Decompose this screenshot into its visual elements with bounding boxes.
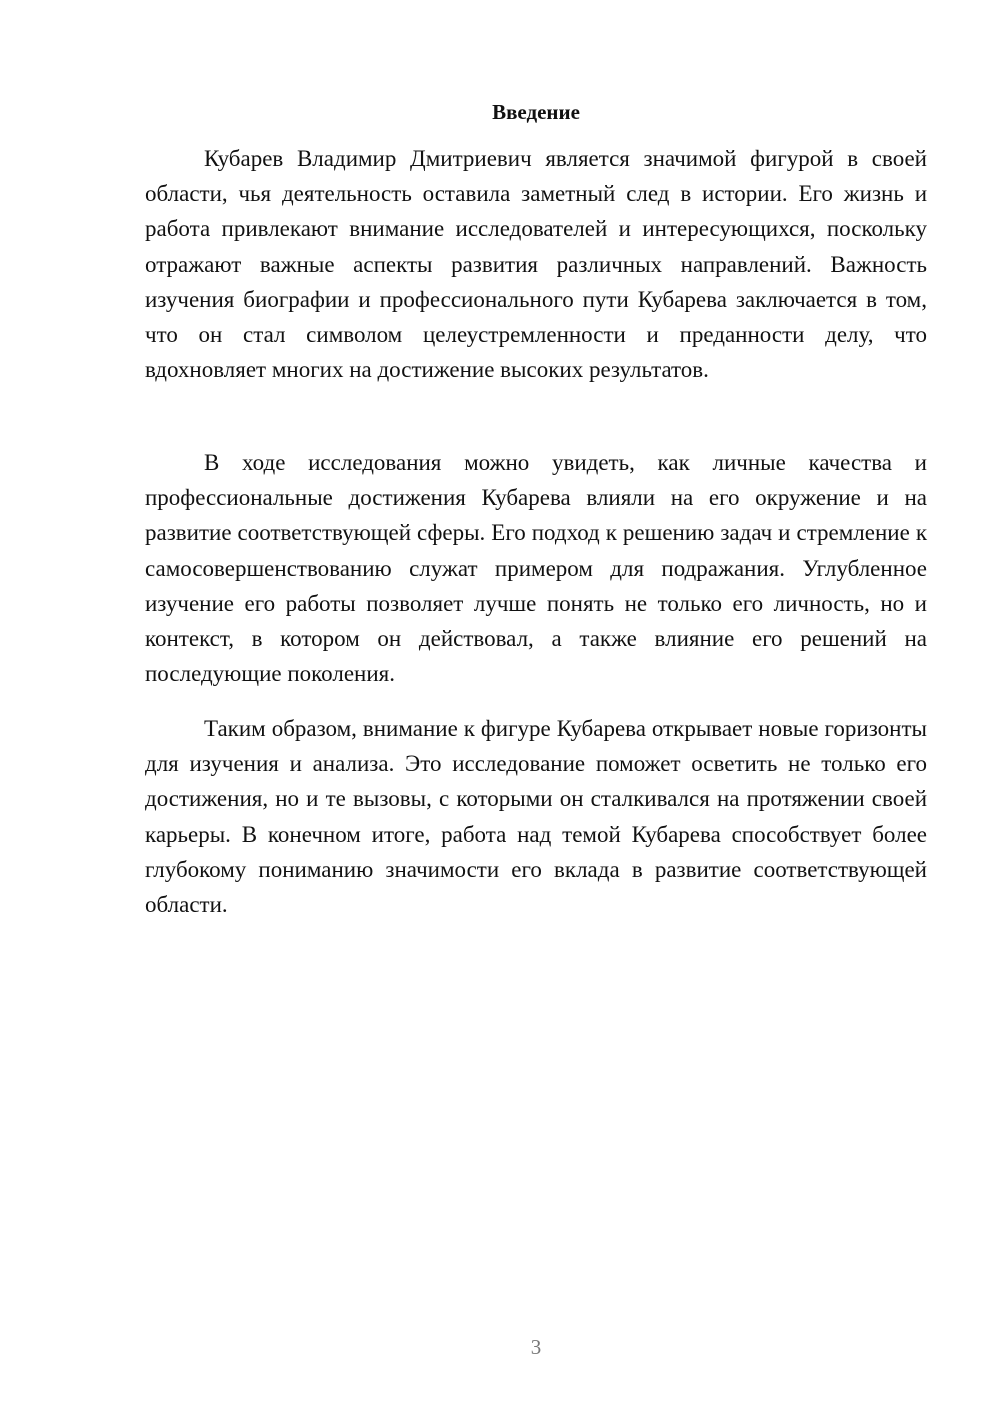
page-number: 3	[530, 1335, 542, 1359]
paragraph-2: В ходе исследования можно увидеть, как личные качества и профессиональные достижения Кубарева влияли на его окружение и на развитие соответствующей сферы. Его подход к решению задач и стремление к самосовершенствованию служат примером для подражания. Углубленное изучение его работы позволяет лучше понять не только его личность, но и контекст, в котором он действовал, а также влияние его решений на последующие поколения.	[145, 450, 927, 687]
paragraph-1: Кубарев Владимир Дмитриевич является значимой фигурой в своей области, чья деятельность оставила заметный след в истории. Его жизнь и работа привлекают внимание исследователей и интересующихся, поскольку отражают важные аспекты развития различных направлений. Важность изучения биографии и профессионального пути Кубарева заключается в том, что он стал символом целеустремленности и преданности делу, что вдохновляет многих на достижение высоких результатов.	[145, 146, 927, 383]
paragraph-3: Таким образом, внимание к фигуре Кубарева открывает новые горизонты для изучения и анализа. Это исследование поможет осветить не только его достижения, но и те вызовы, с которыми он сталкивался на протяжении своей карьеры. В конечном итоге, работа над темой Кубарева способствует более глубокому пониманию значимости его вклада в развитие соответствующей области.	[145, 716, 927, 918]
section-heading: Введение	[492, 100, 580, 124]
